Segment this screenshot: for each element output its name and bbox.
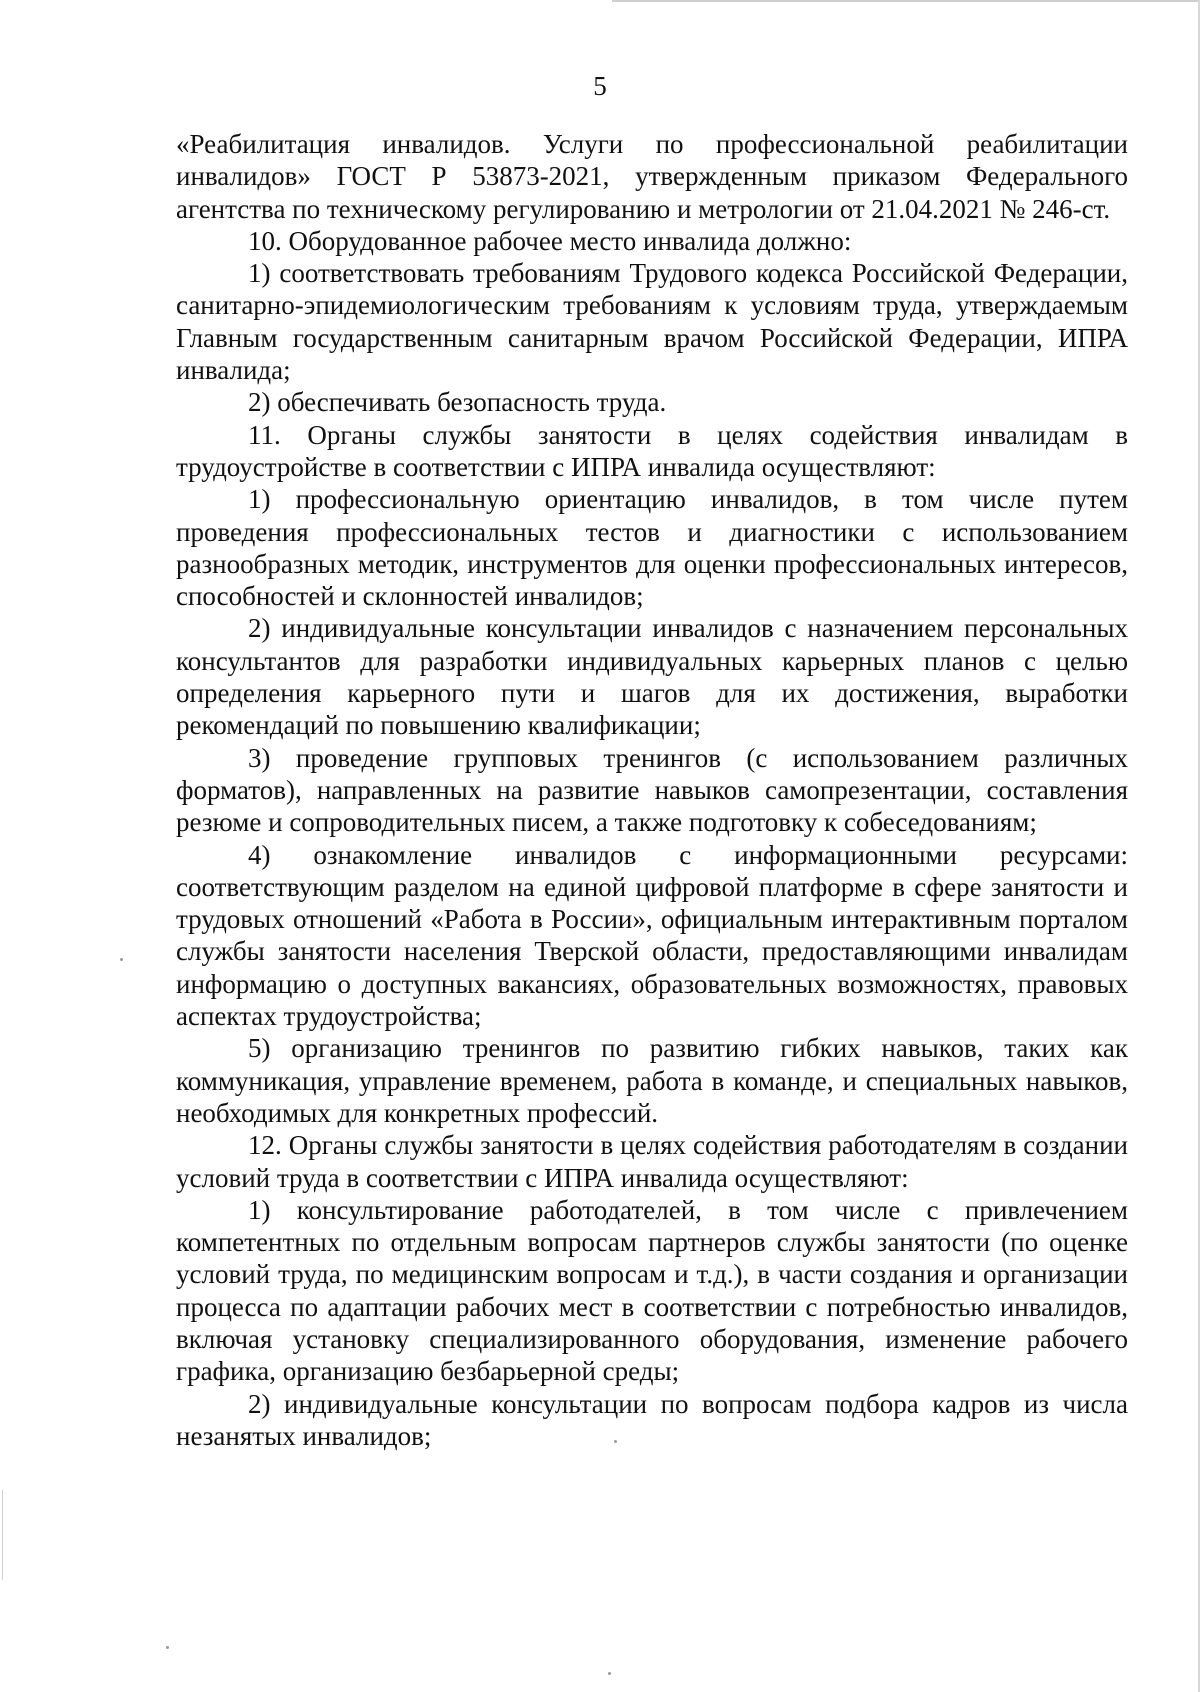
paragraph: 12. Органы службы занятости в целях содействия работодателям в создании условий труда в соответствии с ИПРА инвалида осуществляют: (176, 1130, 1128, 1193)
page-number: 5 (593, 71, 607, 101)
paragraph: 10. Оборудованное рабочее место инвалида должно: (248, 225, 852, 256)
paragraph: 5) организацию тренингов по развитию гибких навыков, таких как коммуникация, управление временем, работа в команде, и специальных навыков, необходимых для конкретных профессий. (176, 1033, 1128, 1128)
scan-edge-line (2, 1490, 3, 1580)
paragraph: 2) индивидуальные консультации инвалидов с назначением персональных консультантов для разработки индивидуальных карьерных планов с целью определения карьерного пути и шагов для их достижения, выработки рекомендаций по повышению квалификации; (176, 613, 1128, 741)
paragraph: 4) ознакомление инвалидов с информационными ресурсами: соответствующим разделом на единой цифровой платформе в сфере занятости и трудовых отношений «Работа в России», официальным интерактивным порталом службы занятости населения Тверской области, предоставляющими инвалидам информацию о доступных вакансиях, образовательных возможностях, правовых аспектах трудоустройства; (176, 839, 1128, 1032)
scan-edge-line (612, 0, 1200, 2)
document-body (176, 128, 1128, 1452)
paragraph: 2) индивидуальные консультации по вопросам подбора кадров из числа незанятых инвалидов; (176, 1388, 1128, 1451)
scan-speck (120, 958, 123, 961)
paragraph: 2) обеспечивать безопасность труда. (248, 387, 667, 418)
scan-speck (608, 1672, 611, 1675)
paragraph: 11. Органы службы занятости в целях содействия инвалидам в трудоустройстве в соответствии с ИПРА инвалида осуществляют: (176, 419, 1128, 482)
paragraph: 1) консультирование работодателей, в том числе с привлечением компетентных по отдельным вопросам партнеров службы занятости (по оценке условий труда, по медицинским вопросам и т.д.), в части создания и организации процесса по адаптации рабочих мест в соответствии с потребностью инвалидов, включая установку специализированного оборудования, изменение рабочего графика, организацию безбарьерной среды; (176, 1194, 1128, 1387)
scan-speck (166, 1646, 169, 1649)
paragraph: 3) проведение групповых тренингов (с использованием различных форматов), направленных на развитие навыков самопрезентации, составления резюме и сопроводительных писем, а также подготовку к собеседованиям; (176, 742, 1128, 838)
paragraph: «Реабилитация инвалидов. Услуги по профессиональной реабилитации инвалидов» ГОСТ Р 53873-2021, утвержденным приказом Федерального агентства по техническому регулированию и метрологии от 21.04.2021 № 246-ст. (176, 129, 1128, 224)
paragraph: 1) соответствовать требованиям Трудового кодекса Российской Федерации, санитарно-эпидемиологическим требованиям к условиям труда, утверждаемым Главным государственным санитарным врачом Российской Федерации, ИПРА инвалида; (176, 258, 1128, 386)
paragraph: 1) профессиональную ориентацию инвалидов, в том числе путем проведения профессиональных тестов и диагностики с использованием разнообразных методик, инструментов для оценки профессиональных интересов, способностей и склонностей инвалидов; (176, 484, 1128, 612)
